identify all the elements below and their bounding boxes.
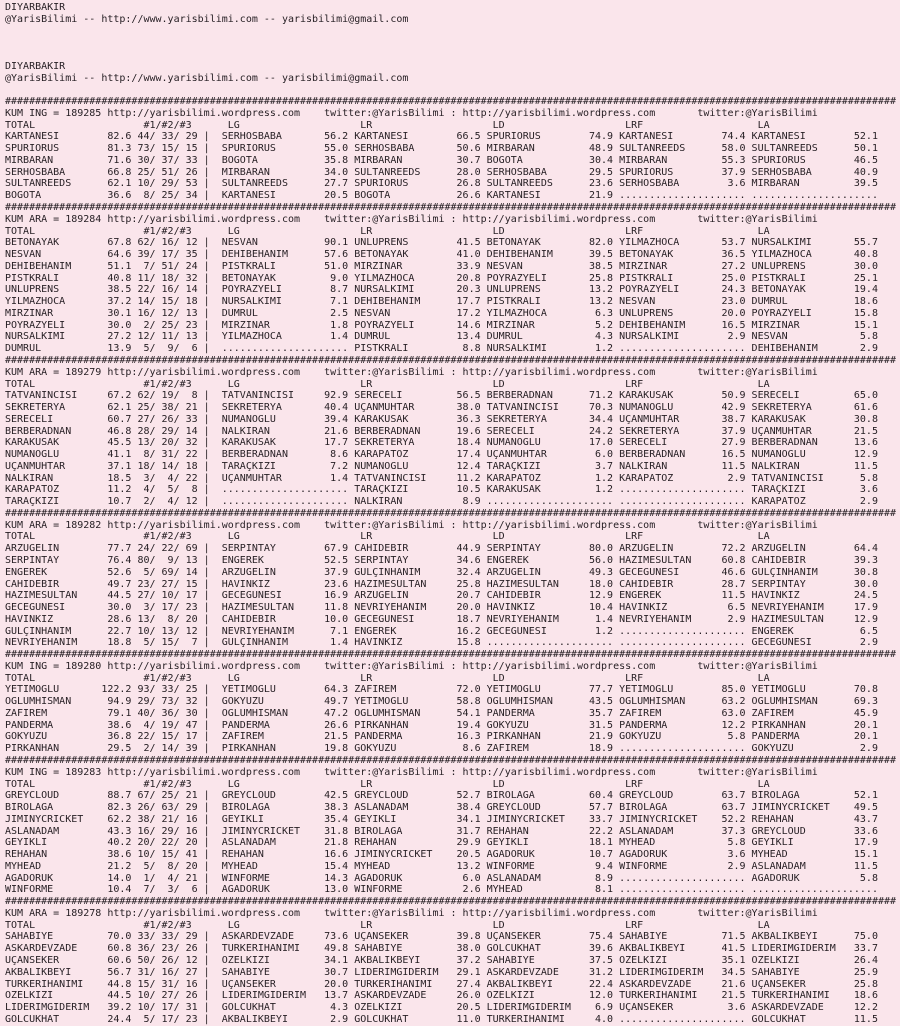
contact-line: @YarisBilimi -- http://www.yarisbilimi.com -- yarisbilimi@gmail.com [5, 13, 409, 25]
section-title: KUM ARA = 189284 http://yarisbilimi.wordpress.com twitter:@YarisBilimi : http://yarisbilimi.wordpress.com twitter:@YarisBilimi [5, 213, 818, 225]
data-row: SAHABIYE 70.0 33/ 33/ 29 | ASKARDEVZADE 73.6 UÇANSEKER 39.8 UÇANSEKER 75.4 SAHABIYE 71.5 AKBALIKBEYI 75.0 [5, 931, 878, 943]
data-row: HAVINKIZ 28.6 13/ 8/ 20 | CAHIDEBIR 10.0 GECEGÜNESI 18.7 NEVRIYEHANIM 1.4 NEVRIYEHANIM 2.9 HAZIMESULTAN 12.9 [5, 613, 878, 625]
data-row: NEVRIYEHANIM 18.8 5/ 15/ 7 | GÜLÇINHANIM 1.4 HAVINKIZ 15.8 ..................... ..................... GECEGÜNESI 2.9 [5, 637, 878, 649]
column-header-row: TOTAL #1/#2/#3 LG LR LD LRF LA [5, 225, 770, 237]
blank-line [5, 84, 900, 96]
data-row: SERECELI 60.7 27/ 26/ 33 | NUMANOGLU 39.4 KARAKUSAK 36.3 SEKRETERYA 34.4 UÇANMUHTAR 38.7 KARAKUSAK 30.8 [5, 413, 878, 425]
data-row: YILMAZHOCA 37.2 14/ 15/ 18 | NURSALKIMI 7.1 DEHIBEHANIM 17.7 PISTKRALI 13.2 NESVAN 23.0 DUMRUL 18.6 [5, 296, 878, 308]
data-row: YETIMOGLU 122.2 93/ 33/ 25 | YETIMOGLU 64.3 ZAFIREM 72.0 YETIMOGLU 77.7 YETIMOGLU 85.0 YETIMOGLU 70.8 [5, 684, 878, 696]
separator-line: #################################################################################################################################################### [5, 202, 897, 214]
data-row: AKBALIKBEYI 56.7 31/ 16/ 27 | SAHABIYE 30.7 LIDERIMGIDERIM 29.1 ASKARDEVZADE 31.2 LIDERIMGIDERIM 34.5 SAHABIYE 25.9 [5, 966, 878, 978]
separator-line: #################################################################################################################################################### [5, 649, 897, 661]
data-row: HAZIMESULTAN 44.5 27/ 10/ 17 | GECEGÜNESI 16.9 ARZUGELIN 20.7 CAHIDEBIR 12.9 ENGEREK 11.5 HAVINKIZ 24.5 [5, 590, 878, 602]
data-row: MIRBARAN 71.6 30/ 37/ 33 | BOGOTA 35.8 MIRBARAN 30.7 BOGOTA 30.4 MIRBARAN 55.3 SPURIORUS 46.5 [5, 154, 878, 166]
column-header-row: TOTAL #1/#2/#3 LG LR LD LRF LA [5, 778, 770, 790]
data-row: GÖKYÜZÜ 36.8 22/ 15/ 17 | ZAFIREM 21.5 PANDERMA 16.3 PIRKANHAN 21.9 GÖKYÜZÜ 5.8 PANDERMA 20.1 [5, 731, 878, 743]
data-row: SERPINTAY 76.4 80/ 9/ 13 | ENGEREK 52.5 SERPINTAY 34.6 ENGEREK 56.0 HAZIMESULTAN 60.8 CAHIDEBIR 39.3 [5, 554, 878, 566]
section-title: KUM ING = 189283 http://yarisbilimi.wordpress.com twitter:@YarisBilimi : http://yarisbilimi.wordpress.com twitter:@YarisBilimi [5, 766, 818, 778]
data-row: PISTKRALI 40.8 11/ 18/ 32 | BETONAYAK 9.0 YILMAZHOCA 20.8 POYRAZYELI 25.8 PISTKRALI 25.0 PISTKRALI 25.1 [5, 272, 878, 284]
data-row: ENGEREK 52.6 5/ 69/ 14 | ARZUGELIN 37.9 GÜLÇINHANIM 32.4 ARZUGELIN 49.3 GECEGÜNESI 46.6 GÜLÇINHANIM 30.8 [5, 566, 878, 578]
separator-line: #################################################################################################################################################### [5, 354, 897, 366]
data-row: ÖZELKIZI 44.5 10/ 27/ 26 | LIDERIMGIDERIM 13.7 ASKARDEVZADE 26.0 ÖZELKIZI 12.0 TÜRKERIHANIMI 21.5 TÜRKERIHANIMI 18.6 [5, 990, 878, 1002]
data-row: SULTANREEDS 62.1 10/ 29/ 53 | SULTANREEDS 27.7 SPURIORUS 26.8 SULTANREEDS 23.6 SERHOSBABA 3.6 MIRBARAN 39.5 [5, 178, 878, 190]
data-row: ZAFIREM 79.1 40/ 36/ 30 | OGLUMHISMAN 47.2 OGLUMHISMAN 54.1 PANDERMA 35.7 ZAFIREM 63.0 ZAFIREM 45.9 [5, 707, 878, 719]
data-row: NURSALKIMI 27.2 12/ 11/ 13 | YILMAZHOCA 1.4 DUMRUL 13.4 DUMRUL 4.3 NURSALKIMI 2.9 NESVAN 5.8 [5, 331, 878, 343]
section-title: KUM ING = 189285 http://yarisbilimi.wordpress.com twitter:@YarisBilimi : http://yarisbilimi.wordpress.com twitter:@YarisBilimi [5, 107, 818, 119]
data-row: BOGOTA 36.6 8/ 25/ 34 | KARTANESI 20.5 BOGOTA 26.6 KARTANESI 21.9 ..................... ..................... [5, 190, 878, 202]
data-row: GÖLCÜKHAT 24.4 5/ 17/ 23 | AKBALIKBEYI 2.9 GÖLCÜKHAT 11.0 TÜRKERIHANIMI 4.0 ..................... GÖLCÜKHAT 11.5 [5, 1013, 878, 1025]
blank-line [5, 26, 900, 38]
data-row: UÇANSEKER 60.6 50/ 26/ 12 | ÖZELKIZI 34.1 AKBALIKBEYI 37.2 SAHABIYE 37.5 ÖZELKIZI 35.1 ÖZELKIZI 26.4 [5, 955, 878, 967]
data-row: MYHEAD 21.2 5/ 8/ 20 | MYHEAD 15.4 MYHEAD 13.2 WINFORME 9.4 WINFORME 2.9 ASLANADAM 11.5 [5, 860, 878, 872]
data-row: AGADORUK 14.0 1/ 4/ 21 | WINFORME 14.3 AGADORUK 6.0 ASLANADAM 8.9 ..................... AGADORUK 5.8 [5, 872, 878, 884]
column-header-row: TOTAL #1/#2/#3 LG LR LD LRF LA [5, 672, 770, 684]
data-row: LIDERIMGIDERIM 39.2 10/ 17/ 31 | GÖLCÜKHAT 4.3 ÖZELKIZI 20.5 LIDERIMGIDERIM 6.9 UÇANSEKER 3.6 ASKARDEVZADE 12.2 [5, 1002, 878, 1014]
data-row: TATVANINCISI 67.2 62/ 19/ 8 | TATVANINCISI 92.9 SERECELI 56.5 BERBERADNAN 71.2 KARAKUSAK 50.9 SERECELI 65.0 [5, 390, 878, 402]
data-row: KARAPATOZ 11.2 4/ 5/ 8 | ..................... TARAÇKIZI 10.5 KARAKUSAK 1.2 ..................... TARAÇKIZI 3.6 [5, 484, 878, 496]
section-title: KUM ARA = 189278 http://yarisbilimi.wordpress.com twitter:@YarisBilimi : http://yarisbilimi.wordpress.com twitter:@YarisBilimi [5, 907, 818, 919]
separator-line: #################################################################################################################################################### [5, 96, 897, 108]
data-row: PIRKANHAN 29.5 2/ 14/ 39 | PIRKANHAN 19.8 GÖKYÜZÜ 8.6 ZAFIREM 18.9 ..................... GÖKYÜZÜ 2.9 [5, 743, 878, 755]
data-row: GECEGÜNESI 30.0 3/ 17/ 23 | HAZIMESULTAN 11.8 NEVRIYEHANIM 20.0 HAVINKIZ 10.4 HAVINKIZ 6.5 NEVRIYEHANIM 17.9 [5, 602, 878, 614]
data-row: MIRZINAR 30.1 16/ 12/ 13 | DUMRUL 2.5 NESVAN 17.2 YILMAZHOCA 6.3 ÜNLÜPRENS 20.0 POYRAZYELI 15.8 [5, 307, 878, 319]
data-row: ASLANADAM 43.3 16/ 29/ 16 | JIMINYCRICKET 31.8 BIROLAGA 31.7 REHAHAN 22.2 ASLANADAM 37.3 GREYCLOUD 33.6 [5, 825, 878, 837]
data-row: DEHIBEHANIM 51.1 7/ 51/ 24 | PISTKRALI 51.0 MIRZINAR 33.9 NESVAN 38.5 MIRZINAR 27.2 ÜNLÜPRENS 30.0 [5, 260, 878, 272]
data-row: SERHOSBABA 66.8 25/ 51/ 26 | MIRBARAN 34.0 SULTANREEDS 28.0 SERHOSBABA 29.5 SPURIORUS 37.9 SERHOSBABA 40.9 [5, 166, 878, 178]
column-header-row: TOTAL #1/#2/#3 LG LR LD LRF LA [5, 919, 770, 931]
data-row: GEYIKLI 40.2 20/ 22/ 20 | ASLANADAM 21.8 REHAHAN 29.9 GEYIKLI 18.1 MYHEAD 5.8 GEYIKLI 17.9 [5, 837, 878, 849]
data-row: POYRAZYELI 30.0 2/ 25/ 23 | MIRZINAR 1.8 POYRAZYELI 14.6 MIRZINAR 5.2 DEHIBEHANIM 16.5 MIRZINAR 15.1 [5, 319, 878, 331]
data-row: GREYCLOUD 88.7 67/ 25/ 21 | GREYCLOUD 42.5 GREYCLOUD 52.7 BIROLAGA 60.4 GREYCLOUD 63.7 BIROLAGA 52.1 [5, 790, 878, 802]
data-row: UÇANMUHTAR 37.1 18/ 14/ 18 | TARAÇKIZI 7.2 NUMANOGLU 12.4 TARAÇKIZI 3.7 NALKIRAN 11.5 NALKIRAN 11.5 [5, 460, 878, 472]
separator-line: #################################################################################################################################################### [5, 896, 897, 908]
data-row: KARAKUSAK 45.5 13/ 20/ 32 | KARAKUSAK 17.7 SEKRETERYA 18.4 NUMANOGLU 17.0 SERECELI 27.9 BERBERADNAN 13.6 [5, 437, 878, 449]
column-header-row: TOTAL #1/#2/#3 LG LR LD LRF LA [5, 531, 770, 543]
data-row: BERBERADNAN 46.8 28/ 29/ 14 | NALKIRAN 21.6 BERBERADNAN 19.6 SERECELI 24.2 SEKRETERYA 37.9 UÇANMUHTAR 21.5 [5, 425, 878, 437]
data-row: JIMINYCRICKET 62.2 38/ 21/ 16 | GEYIKLI 35.4 GEYIKLI 34.1 JIMINYCRICKET 33.7 JIMINYCRICKET 52.2 REHAHAN 43.7 [5, 813, 878, 825]
column-header-row: TOTAL #1/#2/#3 LG LR LD LRF LA [5, 378, 770, 390]
separator-line: #################################################################################################################################################### [5, 755, 897, 766]
data-row: GÜLÇINHANIM 22.7 10/ 13/ 12 | NEVRIYEHANIM 7.1 ENGEREK 16.2 GECEGÜNESI 1.2 ..................... ENGEREK 6.5 [5, 625, 878, 637]
city-title: DIYARBAKIR [5, 60, 66, 72]
data-row: DUMRUL 13.9 5/ 9/ 6 | ..................... PISTKRALI 8.8 NURSALKIMI 1.2 ..................... DEHIBEHANIM 2.9 [5, 343, 878, 355]
blank-line [5, 37, 900, 49]
section-title: KUM ARA = 189279 http://yarisbilimi.wordpress.com twitter:@YarisBilimi : http://yarisbilimi.wordpress.com twitter:@YarisBilimi [5, 366, 818, 378]
sections-container [5, 96, 900, 1025]
data-row: BIROLAGA 82.3 26/ 63/ 29 | BIROLAGA 38.3 ASLANADAM 38.4 GREYCLOUD 57.7 BIROLAGA 63.7 JIMINYCRICKET 49.5 [5, 802, 878, 814]
data-row: ASKARDEVZADE 60.8 36/ 23/ 26 | TÜRKERIHANIMI 49.8 SAHABIYE 38.0 GÖLCÜKHAT 39.6 AKBALIKBEYI 41.5 LIDERIMGIDERIM 33.7 [5, 943, 878, 955]
column-header-row: TOTAL #1/#2/#3 LG LR LD LRF LA [5, 119, 770, 131]
data-row: PANDERMA 38.6 4/ 19/ 47 | PANDERMA 26.6 PIRKANHAN 19.4 GÖKYÜZÜ 31.5 PANDERMA 12.2 PIRKANHAN 20.1 [5, 719, 878, 731]
data-row: WINFORME 10.4 7/ 3/ 6 | AGADORUK 13.0 WINFORME 2.6 MYHEAD 8.1 ..................... ..................... [5, 884, 878, 896]
data-row: NESVAN 64.6 39/ 17/ 35 | DEHIBEHANIM 57.6 BETONAYAK 41.0 DEHIBEHANIM 39.5 BETONAYAK 36.5 YILMAZHOCA 40.8 [5, 249, 878, 261]
data-row: SPURIORUS 81.3 73/ 15/ 15 | SPURIORUS 55.0 SERHOSBABA 50.6 MIRBARAN 48.9 SULTANREEDS 58.0 SULTANREEDS 50.1 [5, 143, 878, 155]
data-row: ÜNLÜPRENS 38.5 22/ 16/ 14 | POYRAZYELI 8.7 NURSALKIMI 20.3 ÜNLÜPRENS 13.2 POYRAZYELI 24.3 BETONAYAK 19.4 [5, 284, 878, 296]
data-row: OGLUMHISMAN 94.9 29/ 73/ 32 | GÖKYÜZÜ 49.7 YETIMOGLU 58.8 OGLUMHISMAN 43.5 OGLUMHISMAN 63.2 OGLUMHISMAN 69.3 [5, 696, 878, 708]
data-row: SEKRETERYA 62.1 25/ 38/ 21 | SEKRETERYA 40.4 UÇANMUHTAR 38.0 TATVANINCISI 70.3 NUMANOGLU 42.9 SEKRETERYA 61.6 [5, 402, 878, 414]
data-row: NALKIRAN 18.5 3/ 4/ 22 | UÇANMUHTAR 1.4 TATVANINCISI 11.2 KARAPATOZ 1.2 KARAPATOZ 2.9 TATVANINCISI 5.8 [5, 472, 878, 484]
blank-line [5, 49, 900, 61]
data-row: ARZUGELIN 77.7 24/ 22/ 69 | SERPINTAY 67.9 CAHIDEBIR 44.9 SERPINTAY 80.0 ARZUGELIN 72.2 ARZUGELIN 64.4 [5, 543, 878, 555]
data-row: NUMANOGLU 41.1 8/ 31/ 22 | BERBERADNAN 8.6 KARAPATOZ 17.4 UÇANMUHTAR 6.0 BERBERADNAN 16.5 NUMANOGLU 12.9 [5, 449, 878, 461]
data-row: BETONAYAK 67.8 62/ 16/ 12 | NESVAN 90.1 ÜNLÜPRENS 41.5 BETONAYAK 82.0 YILMAZHOCA 53.7 NURSALKIMI 55.7 [5, 237, 878, 249]
data-row: REHAHAN 38.6 10/ 15/ 41 | REHAHAN 16.6 JIMINYCRICKET 20.5 AGADORUK 10.7 AGADORUK 3.6 MYHEAD 15.1 [5, 849, 878, 861]
section-title: KUM ING = 189280 http://yarisbilimi.wordpress.com twitter:@YarisBilimi : http://yarisbilimi.wordpress.com twitter:@YarisBilimi [5, 660, 818, 672]
data-row: CAHIDEBIR 49.7 23/ 27/ 15 | HAVINKIZ 23.6 HAZIMESULTAN 25.8 HAZIMESULTAN 18.0 CAHIDEBIR 28.7 SERPINTAY 30.0 [5, 578, 878, 590]
data-row: KARTANESI 82.6 44/ 33/ 29 | SERHOSBABA 56.2 KARTANESI 66.5 SPURIORUS 74.9 KARTANESI 74.4 KARTANESI 52.1 [5, 131, 878, 143]
separator-line: #################################################################################################################################################### [5, 507, 897, 519]
section-title: KUM ARA = 189282 http://yarisbilimi.wordpress.com twitter:@YarisBilimi : http://yarisbilimi.wordpress.com twitter:@YarisBilimi [5, 519, 818, 531]
city-title: DIYARBAKIR [5, 2, 66, 13]
data-row: TÜRKERIHANIMI 44.8 15/ 31/ 16 | UÇANSEKER 20.0 TÜRKERIHANIMI 27.4 AKBALIKBEYI 22.4 ASKARDEVZADE 21.6 UÇANSEKER 25.8 [5, 978, 878, 990]
contact-line: @YarisBilimi -- http://www.yarisbilimi.com -- yarisbilimi@gmail.com [5, 72, 409, 84]
data-row: TARAÇKIZI 10.7 2/ 4/ 12 | ..................... NALKIRAN 8.9 ..................... ..................... KARAPATOZ 2.9 [5, 496, 878, 508]
